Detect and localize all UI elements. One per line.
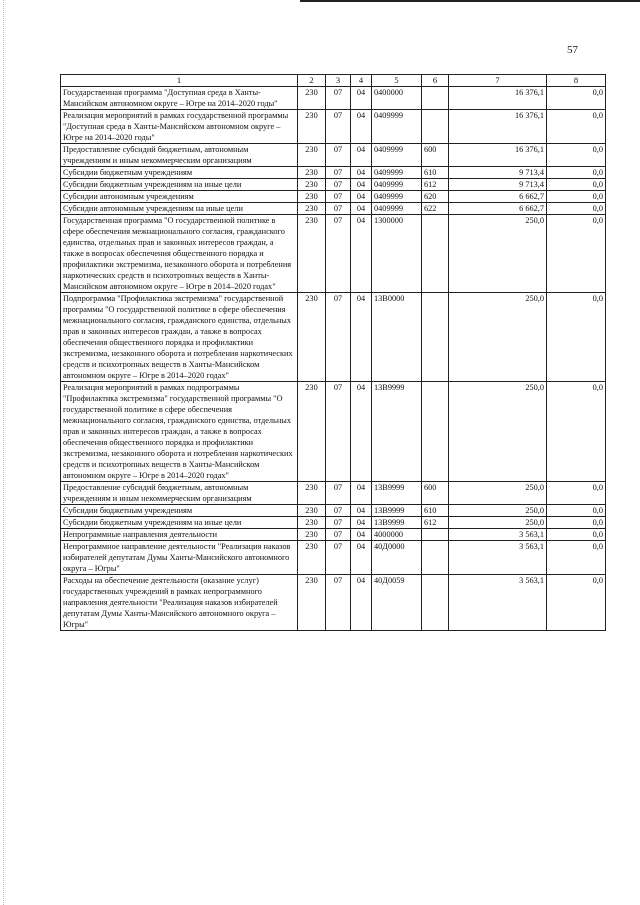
row-name: Реализация мероприятий в рамках подпрограммы "Профилактика экстремизма" государственной программы "О государственной политике в сфере обеспечения межнационального согласия, гражданского единства, отдельных прав и законных интересов граждан, а также в вопросах обеспечения общественного порядка и профилактики экстремизма, незаконного оборота и потребления наркотических средств и психотропных веществ в Ханты-Мансийском автономном округе – Югре в 2014–2020 годах" [61, 382, 298, 482]
row-expense-type: 612 [422, 179, 449, 191]
row-subsection: 04 [351, 575, 372, 631]
row-amount: 16 376,1 [449, 144, 547, 167]
row-name: Непрограммные направления деятельности [61, 529, 298, 541]
row-code: 230 [298, 482, 326, 505]
table-row [61, 505, 606, 517]
row-section: 07 [326, 215, 351, 293]
row-expense-type [422, 110, 449, 144]
row-target-article: 0409999 [372, 167, 422, 179]
row-code: 230 [298, 87, 326, 110]
table-row [61, 382, 606, 482]
row-code: 230 [298, 382, 326, 482]
row-expense-type [422, 541, 449, 575]
row-target-article: 0409999 [372, 191, 422, 203]
row-subsection: 04 [351, 203, 372, 215]
row-subsection: 04 [351, 215, 372, 293]
row-expense-type: 620 [422, 191, 449, 203]
row-amount: 3 563,1 [449, 575, 547, 631]
page-number: 57 [567, 44, 578, 56]
header-cell: 1 [61, 75, 298, 87]
table-row [61, 167, 606, 179]
budget-table [60, 74, 606, 631]
header-cell: 2 [298, 75, 326, 87]
row-name: Субсидии бюджетным учреждениям на иные цели [61, 179, 298, 191]
row-amount: 250,0 [449, 293, 547, 382]
row-name: Субсидии бюджетным учреждениям на иные цели [61, 517, 298, 529]
table-row [61, 179, 606, 191]
table-row [61, 215, 606, 293]
row-name: Государственная программа "Доступная среда в Ханты-Мансийском автономном округе – Югре на 2014–2020 годы" [61, 87, 298, 110]
row-subsection: 04 [351, 505, 372, 517]
row-subsection: 04 [351, 541, 372, 575]
table-row [61, 191, 606, 203]
row-target-article: 13В9999 [372, 482, 422, 505]
row-expense-type [422, 87, 449, 110]
row-target-article: 0400000 [372, 87, 422, 110]
row-amount-secondary: 0,0 [547, 191, 606, 203]
row-expense-type [422, 382, 449, 482]
row-code: 230 [298, 575, 326, 631]
row-code: 230 [298, 505, 326, 517]
row-section: 07 [326, 482, 351, 505]
header-cell: 3 [326, 75, 351, 87]
row-expense-type: 600 [422, 144, 449, 167]
row-name: Предоставление субсидий бюджетным, автономным учреждениям и иным некоммерческим организациям [61, 482, 298, 505]
row-code: 230 [298, 203, 326, 215]
row-section: 07 [326, 87, 351, 110]
row-section: 07 [326, 517, 351, 529]
row-amount-secondary: 0,0 [547, 87, 606, 110]
row-target-article: 1300000 [372, 215, 422, 293]
header-cell: 6 [422, 75, 449, 87]
row-subsection: 04 [351, 110, 372, 144]
header-cell: 5 [372, 75, 422, 87]
row-target-article: 13В9999 [372, 382, 422, 482]
row-code: 230 [298, 293, 326, 382]
row-section: 07 [326, 541, 351, 575]
row-subsection: 04 [351, 382, 372, 482]
row-target-article: 0409999 [372, 110, 422, 144]
row-code: 230 [298, 517, 326, 529]
header-cell: 8 [547, 75, 606, 87]
row-subsection: 04 [351, 144, 372, 167]
table-row [61, 541, 606, 575]
row-section: 07 [326, 110, 351, 144]
table-row [61, 144, 606, 167]
row-code: 230 [298, 110, 326, 144]
table-row [61, 87, 606, 110]
row-amount-secondary: 0,0 [547, 167, 606, 179]
row-name: Реализация мероприятий в рамках государственной программы "Доступная среда в Ханты-Мансийском автономном округе – Югре на 2014–2020 годы" [61, 110, 298, 144]
row-amount: 250,0 [449, 382, 547, 482]
table-row [61, 517, 606, 529]
row-section: 07 [326, 144, 351, 167]
row-section: 07 [326, 167, 351, 179]
row-name: Государственная программа "О государственной политике в сфере обеспечения межнационального согласия, гражданского единства, отдельных прав и законных интересов граждан, а также в вопросах обеспечения общественного порядка и профилактики экстремизма, незаконного оборота и потребления наркотических средств и психотропных веществ в Ханты-Мансийском автономном округе – Югре в 2014–2020 годах" [61, 215, 298, 293]
table-row [61, 110, 606, 144]
row-subsection: 04 [351, 179, 372, 191]
row-expense-type: 610 [422, 505, 449, 517]
row-target-article: 13В9999 [372, 505, 422, 517]
row-expense-type [422, 575, 449, 631]
row-code: 230 [298, 191, 326, 203]
row-amount-secondary: 0,0 [547, 382, 606, 482]
row-code: 230 [298, 529, 326, 541]
row-amount-secondary: 0,0 [547, 505, 606, 517]
table-row [61, 529, 606, 541]
row-target-article: 40Д0059 [372, 575, 422, 631]
row-subsection: 04 [351, 167, 372, 179]
scan-edge [3, 0, 4, 905]
row-target-article: 13В0000 [372, 293, 422, 382]
row-code: 230 [298, 541, 326, 575]
row-amount-secondary: 0,0 [547, 179, 606, 191]
table-header-row [61, 75, 606, 87]
row-section: 07 [326, 203, 351, 215]
row-amount-secondary: 0,0 [547, 144, 606, 167]
row-amount-secondary: 0,0 [547, 110, 606, 144]
row-expense-type: 600 [422, 482, 449, 505]
row-amount-secondary: 0,0 [547, 293, 606, 382]
row-amount-secondary: 0,0 [547, 215, 606, 293]
row-amount-secondary: 0,0 [547, 541, 606, 575]
row-section: 07 [326, 529, 351, 541]
row-target-article: 0409999 [372, 144, 422, 167]
row-code: 230 [298, 167, 326, 179]
table-row [61, 203, 606, 215]
row-target-article: 13В9999 [372, 517, 422, 529]
header-cell: 7 [449, 75, 547, 87]
row-amount-secondary: 0,0 [547, 482, 606, 505]
row-expense-type [422, 293, 449, 382]
row-amount: 250,0 [449, 517, 547, 529]
row-amount: 9 713,4 [449, 167, 547, 179]
table-row [61, 575, 606, 631]
row-expense-type: 622 [422, 203, 449, 215]
row-name: Субсидии бюджетным учреждениям [61, 167, 298, 179]
row-section: 07 [326, 382, 351, 482]
row-target-article: 4000000 [372, 529, 422, 541]
row-amount: 9 713,4 [449, 179, 547, 191]
row-section: 07 [326, 505, 351, 517]
table-row [61, 482, 606, 505]
top-rule [300, 0, 640, 2]
row-amount: 6 662,7 [449, 191, 547, 203]
row-amount: 6 662,7 [449, 203, 547, 215]
row-name: Субсидии бюджетным учреждениям [61, 505, 298, 517]
row-name: Субсидии автономным учреждениям на иные цели [61, 203, 298, 215]
row-amount: 250,0 [449, 505, 547, 517]
row-subsection: 04 [351, 529, 372, 541]
row-subsection: 04 [351, 517, 372, 529]
row-expense-type [422, 529, 449, 541]
row-amount-secondary: 0,0 [547, 203, 606, 215]
row-expense-type: 612 [422, 517, 449, 529]
row-amount-secondary: 0,0 [547, 517, 606, 529]
row-amount-secondary: 0,0 [547, 575, 606, 631]
row-name: Расходы на обеспечение деятельности (оказание услуг) государственных учреждений в рамках непрограммного направления деятельности "Реализация наказов избирателей депутатам Думы Ханты-Мансийского автономного округа – Югры" [61, 575, 298, 631]
row-subsection: 04 [351, 293, 372, 382]
row-name: Подпрограмма "Профилактика экстремизма" государственной программы "О государственной политике в сфере обеспечения межнационального согласия, гражданского единства, отдельных прав и законных интересов граждан, а также в вопросах обеспечения общественного порядка и профилактики экстремизма, незаконного оборота и потребления наркотических средств и психотропных веществ в Ханты-Мансийском автономном округе – Югре в 2014–2020 годах" [61, 293, 298, 382]
row-target-article: 0409999 [372, 203, 422, 215]
row-subsection: 04 [351, 87, 372, 110]
row-code: 230 [298, 215, 326, 293]
row-amount: 16 376,1 [449, 110, 547, 144]
row-amount: 3 563,1 [449, 541, 547, 575]
row-amount: 3 563,1 [449, 529, 547, 541]
row-amount: 250,0 [449, 482, 547, 505]
row-subsection: 04 [351, 482, 372, 505]
row-section: 07 [326, 179, 351, 191]
row-code: 230 [298, 144, 326, 167]
header-cell: 4 [351, 75, 372, 87]
row-expense-type [422, 215, 449, 293]
row-name: Предоставление субсидий бюджетным, автономным учреждениям и иным некоммерческим организациям [61, 144, 298, 167]
row-code: 230 [298, 179, 326, 191]
row-name: Непрограммное направление деятельности "Реализация наказов избирателей депутатам Думы Ханты-Мансийского автономного округа – Югры" [61, 541, 298, 575]
row-section: 07 [326, 575, 351, 631]
row-expense-type: 610 [422, 167, 449, 179]
row-section: 07 [326, 293, 351, 382]
table-row [61, 293, 606, 382]
row-amount: 250,0 [449, 215, 547, 293]
row-subsection: 04 [351, 191, 372, 203]
row-name: Субсидии автономным учреждениям [61, 191, 298, 203]
row-amount-secondary: 0,0 [547, 529, 606, 541]
row-target-article: 40Д0000 [372, 541, 422, 575]
row-amount: 16 376,1 [449, 87, 547, 110]
row-section: 07 [326, 191, 351, 203]
row-target-article: 0409999 [372, 179, 422, 191]
